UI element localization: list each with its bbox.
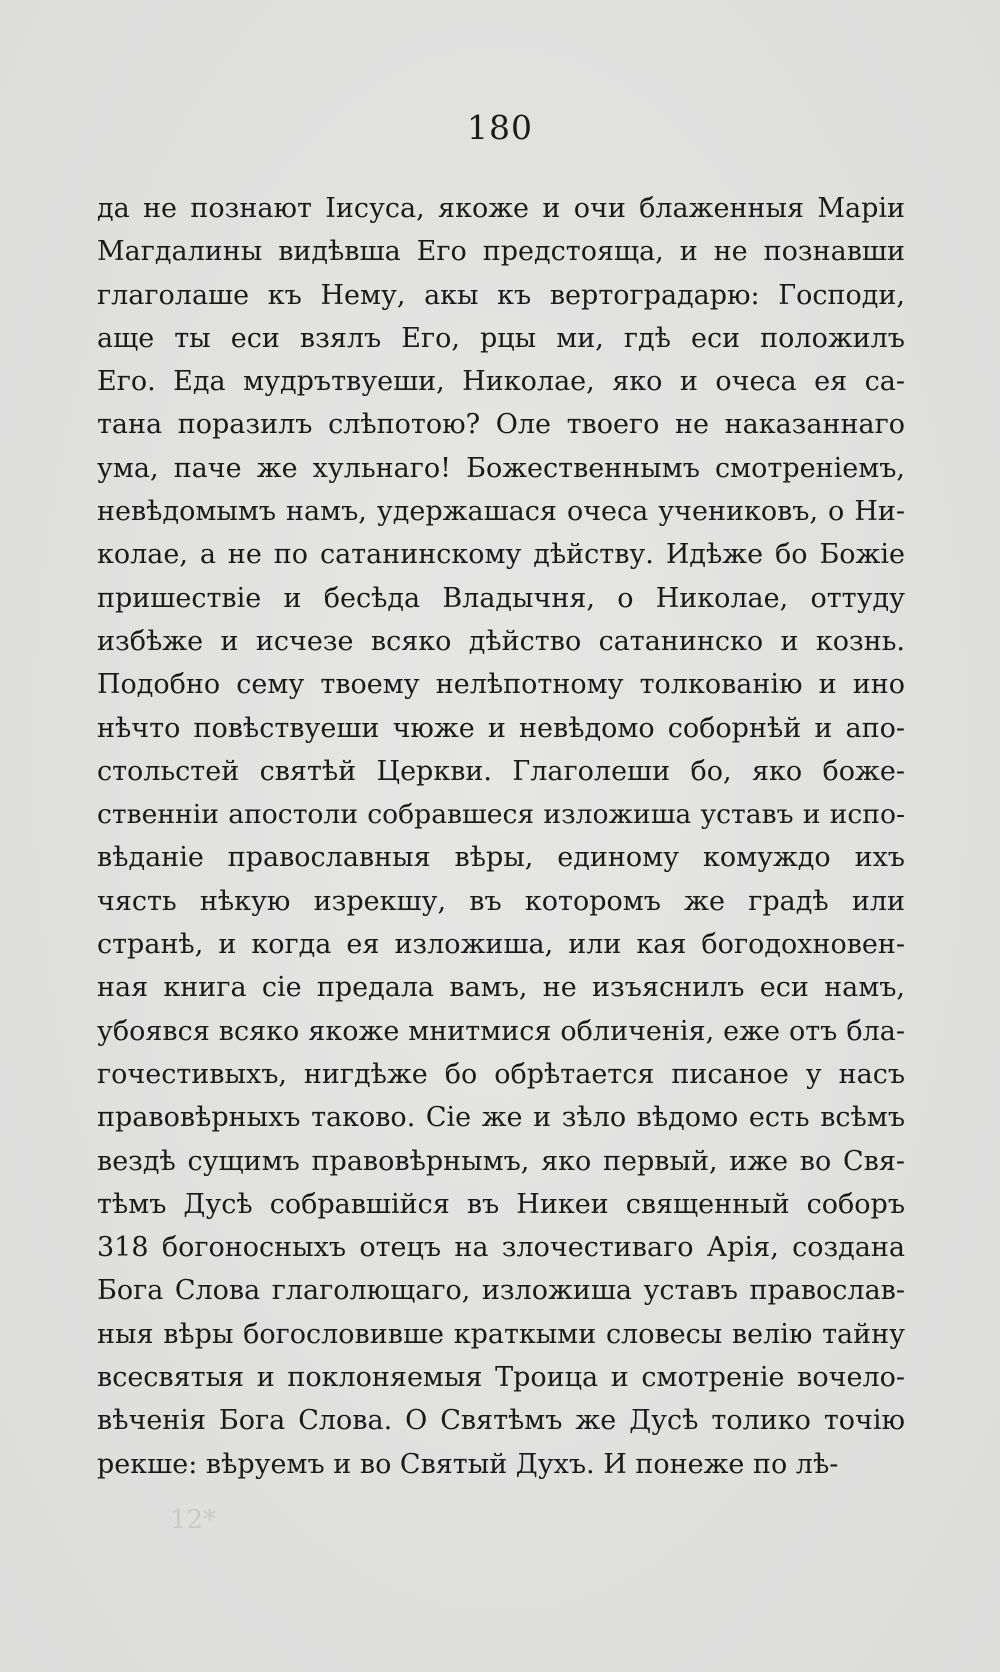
text-line: пришествіе и бесѣда Владычня, о Николае, оттуду	[97, 582, 905, 614]
text-line: ныя вѣры богословивше краткыми словесы велію тайну	[97, 1318, 905, 1350]
body-text	[97, 187, 905, 1486]
text-line: 318 богоносныхъ отецъ на злочестиваго Арія, создана	[97, 1232, 905, 1264]
signature-mark: 12*	[170, 1505, 217, 1535]
text-line: чясть нѣкую изрекшу, въ которомъ же градѣ или	[97, 885, 905, 917]
text-line: рекше: вѣруемъ и во Святый Духъ. И понеже по лѣ-	[97, 1448, 839, 1480]
text-line: вѣченія Бога Слова. О Святѣмъ же Дусѣ толико точію	[97, 1405, 905, 1437]
text-line: Его. Еда мудрътвуеши, Николае, яко и очеса ея са-	[97, 366, 905, 398]
text-line: ственніи апостоли собравшеся изложиша уставъ и испо-	[97, 799, 905, 831]
text-line: Подобно сему твоему нелѣпотному толкованію и ино	[97, 669, 905, 701]
text-line: колае, а не по сатанинскому дѣйству. Идѣже бо Божіе	[97, 539, 905, 571]
text-line: правовѣрныхъ таково. Сіе же и зѣло вѣдомо есть всѣмъ	[97, 1102, 905, 1134]
text-line: убоявся всяко якоже мнитмися обличенія, еже отъ бла-	[97, 1015, 905, 1047]
text-line: Магдалины видѣвша Его предстояща, и не познавши	[97, 236, 905, 268]
text-line: ума, паче же хульнаго! Божественнымъ смотреніемъ,	[97, 452, 905, 484]
text-line: странѣ, и когда ея изложиша, или кая богодохновен-	[97, 929, 905, 961]
text-line: гочестивыхъ, нигдѣже бо обрѣтается писаное у насъ	[97, 1058, 905, 1090]
text-line: тана поразилъ слѣпотою? Оле твоего не наказаннаго	[97, 409, 905, 441]
text-line: ная книга сіе предала вамъ, не изъяснилъ еси намъ,	[97, 972, 905, 1004]
text-line: невѣдомымъ намъ, удержашася очеса учениковъ, о Ни-	[97, 496, 905, 528]
text-line: нѣчто повѣствуеши чюже и невѣдомо соборнѣй и апо-	[97, 712, 905, 744]
text-line: избѣже и исчезе всяко дѣйство сатанинско и кознь.	[97, 625, 905, 657]
text-line: всесвятыя и поклоняемыя Троица и смотреніе вочело-	[97, 1362, 905, 1394]
text-line: да не познают Іисуса, якоже и очи блаженныя Маріи	[97, 193, 905, 224]
text-line: вездѣ сущимъ правовѣрнымъ, яко первый, иже во Свя-	[97, 1145, 905, 1177]
text-line: аще ты еси взялъ Его, рцы ми, гдѣ еси положилъ	[97, 322, 905, 354]
text-line: стольстей святѣй Церкви. Глаголеши бо, яко боже-	[97, 755, 905, 787]
text-line: тѣмъ Дусѣ собравшійся въ Никеи священный соборъ	[97, 1188, 905, 1220]
text-line: глаголаше къ Нему, акы къ вертоградарю: Господи,	[97, 279, 905, 311]
page-number: 180	[467, 108, 533, 147]
text-line: вѣданіе православныя вѣры, единому комуждо ихъ	[97, 842, 905, 874]
text-line: Бога Слова глаголющаго, изложиша уставъ православ-	[97, 1275, 905, 1307]
